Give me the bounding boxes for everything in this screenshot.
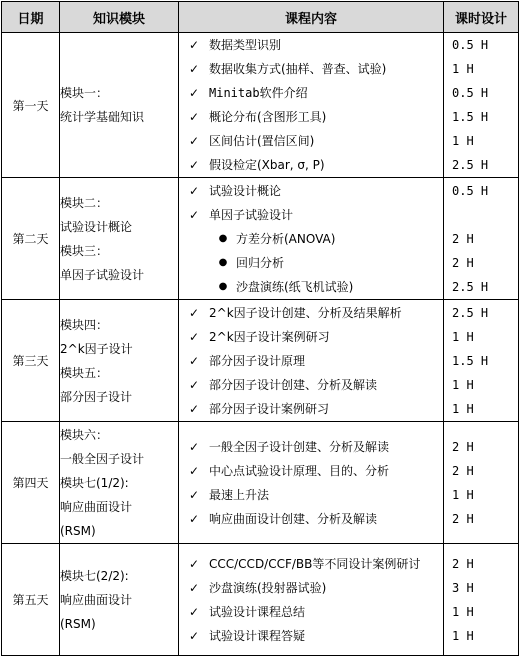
item-text: 试验设计课程总结 (209, 604, 306, 619)
item-text: 2^k因子设计创建、分析及结果解析 (209, 305, 402, 320)
content-subitem (179, 227, 443, 251)
check-icon: ✓ (188, 183, 200, 198)
content-item (179, 483, 443, 507)
course-schedule-table (1, 1, 519, 656)
content-item (179, 301, 443, 325)
hours-value: 1 H (452, 628, 474, 643)
module-line: (RSM) (60, 523, 96, 538)
content-item (179, 105, 443, 129)
module-line: 一般全因子设计 (60, 451, 145, 466)
content-item (179, 81, 443, 105)
item-text: 部分因子设计原理 (209, 353, 306, 368)
hours-value: 0.5 H (452, 86, 489, 100)
content-item (179, 33, 443, 57)
check-icon: ✓ (188, 305, 200, 320)
module-line: (RSM) (60, 616, 96, 631)
hours-value: 1 H (452, 401, 474, 416)
check-icon: ✓ (188, 329, 200, 344)
module-line: 统计学基础知识 (60, 110, 145, 124)
content-item (179, 435, 443, 459)
hours-value: 2 H (452, 231, 474, 246)
day-date: 第四天 (2, 422, 60, 544)
check-icon: ✓ (188, 158, 200, 172)
item-text: 数据收集方式(抽样、普查、试验) (209, 62, 387, 76)
check-icon: ✓ (188, 401, 200, 416)
item-text: 沙盘演练(投射器试验) (209, 580, 327, 595)
content-item (179, 552, 443, 576)
item-text: CCC/CCD/CCF/BB等不同设计案例研讨 (209, 556, 421, 571)
item-text: 试验设计概论 (209, 183, 282, 198)
module-line: 部分因子设计 (60, 389, 133, 404)
content-item (179, 129, 443, 153)
content-item (179, 624, 443, 648)
bullet-icon: ● (218, 256, 228, 268)
hours-value: 2 H (452, 255, 474, 270)
content-item (179, 325, 443, 349)
module-line: 模块二： (60, 195, 109, 210)
module-line: 模块六： (60, 427, 109, 442)
hours-value: 2.5 H (452, 158, 489, 172)
header-content: 课程内容 (179, 2, 444, 33)
content-item (179, 507, 443, 531)
item-text: 方差分析(ANOVA) (236, 231, 336, 246)
content-item (179, 397, 443, 421)
check-icon: ✓ (188, 134, 200, 148)
header-hours: 课时设计 (444, 2, 519, 33)
module-line: 模块七(1/2): (60, 475, 129, 490)
check-icon: ✓ (188, 487, 200, 502)
day-hours (444, 33, 519, 178)
content-subitem (179, 251, 443, 275)
day-hours (444, 178, 519, 300)
hours-value: 0.5 H (452, 38, 489, 52)
bullet-icon: ● (218, 280, 228, 292)
check-icon: ✓ (188, 62, 200, 76)
check-icon: ✓ (188, 511, 200, 526)
hours-value: 1.5 H (452, 353, 489, 368)
content-item (179, 373, 443, 397)
module-line: 响应曲面设计 (60, 592, 133, 607)
day-content (179, 544, 444, 656)
day-content (179, 178, 444, 300)
check-icon: ✓ (188, 86, 200, 100)
module-line: 模块四： (60, 317, 109, 332)
hours-value: 2.5 H (452, 279, 489, 294)
hours-value: 2 H (452, 556, 474, 571)
hours-value: 1 H (452, 62, 474, 76)
day-date: 第三天 (2, 300, 60, 422)
day-date: 第二天 (2, 178, 60, 300)
schedule-body (2, 33, 519, 656)
item-text: Minitab软件介绍 (209, 86, 308, 100)
day-row (2, 178, 519, 300)
item-text: 2^k因子设计案例研习 (209, 329, 330, 344)
module-line: 模块七(2/2): (60, 568, 129, 583)
module-line: 试验设计概论 (60, 219, 133, 234)
day-row (2, 33, 519, 178)
day-module (60, 178, 179, 300)
day-row (2, 422, 519, 544)
check-icon: ✓ (188, 377, 200, 392)
check-icon: ✓ (188, 439, 200, 454)
hours-value: 1 H (452, 487, 474, 502)
day-date: 第五天 (2, 544, 60, 656)
hours-value (444, 203, 518, 227)
module-line: 单因子试验设计 (60, 267, 145, 282)
header-date: 日期 (2, 2, 60, 33)
item-text: 假设检定(Xbar, σ, P) (209, 158, 325, 172)
hours-value: 1 H (452, 134, 474, 148)
day-module (60, 33, 179, 178)
item-text: 最速上升法 (209, 487, 270, 502)
item-text: 部分因子设计创建、分析及解读 (209, 377, 378, 392)
day-module (60, 422, 179, 544)
module-line: 2^k因子设计 (60, 341, 133, 356)
day-hours (444, 544, 519, 656)
day-content (179, 422, 444, 544)
hours-value: 2.5 H (452, 305, 489, 320)
module-line: 响应曲面设计 (60, 499, 133, 514)
item-text: 概论分布(含图形工具) (209, 110, 327, 124)
hours-value: 1 H (452, 377, 474, 392)
check-icon: ✓ (188, 604, 200, 619)
content-item (179, 576, 443, 600)
day-row (2, 544, 519, 656)
item-text: 区间估计(置信区间) (209, 134, 315, 148)
item-text: 一般全因子设计创建、分析及解读 (209, 439, 390, 454)
item-text: 响应曲面设计创建、分析及解读 (209, 511, 378, 526)
check-icon: ✓ (188, 207, 200, 222)
module-line: 模块一： (60, 86, 109, 100)
item-text: 单因子试验设计 (209, 207, 294, 222)
check-icon: ✓ (188, 110, 200, 124)
item-text: 数据类型识别 (209, 38, 282, 52)
bullet-icon: ● (218, 232, 228, 244)
day-module (60, 544, 179, 656)
day-module (60, 300, 179, 422)
item-text: 部分因子设计案例研习 (209, 401, 330, 416)
check-icon: ✓ (188, 353, 200, 368)
content-item (179, 179, 443, 203)
day-date: 第一天 (2, 33, 60, 178)
check-icon: ✓ (188, 628, 200, 643)
header-module: 知识模块 (60, 2, 179, 33)
hours-value: 1 H (452, 329, 474, 344)
content-item (179, 459, 443, 483)
day-content (179, 300, 444, 422)
item-text: 试验设计课程答疑 (209, 628, 306, 643)
day-hours (444, 422, 519, 544)
header-row (2, 2, 519, 33)
day-hours (444, 300, 519, 422)
hours-value: 2 H (452, 511, 474, 526)
content-item (179, 153, 443, 177)
item-text: 沙盘演练(纸飞机试验) (236, 279, 354, 294)
module-line: 模块五： (60, 365, 109, 380)
hours-value: 3 H (452, 580, 474, 595)
check-icon: ✓ (188, 556, 200, 571)
item-text: 回归分析 (236, 255, 285, 270)
hours-value: 0.5 H (452, 183, 489, 198)
hours-value: 1 H (452, 604, 474, 619)
check-icon: ✓ (188, 580, 200, 595)
hours-value: 1.5 H (452, 110, 489, 124)
day-row (2, 300, 519, 422)
content-item (179, 203, 443, 227)
day-content (179, 33, 444, 178)
hours-value: 2 H (452, 463, 474, 478)
module-line: 模块三： (60, 243, 109, 258)
item-text: 中心点试验设计原理、目的、分析 (209, 463, 390, 478)
check-icon: ✓ (188, 38, 200, 52)
content-item (179, 349, 443, 373)
check-icon: ✓ (188, 463, 200, 478)
content-item (179, 57, 443, 81)
content-item (179, 600, 443, 624)
hours-value: 2 H (452, 439, 474, 454)
content-subitem (179, 275, 443, 299)
